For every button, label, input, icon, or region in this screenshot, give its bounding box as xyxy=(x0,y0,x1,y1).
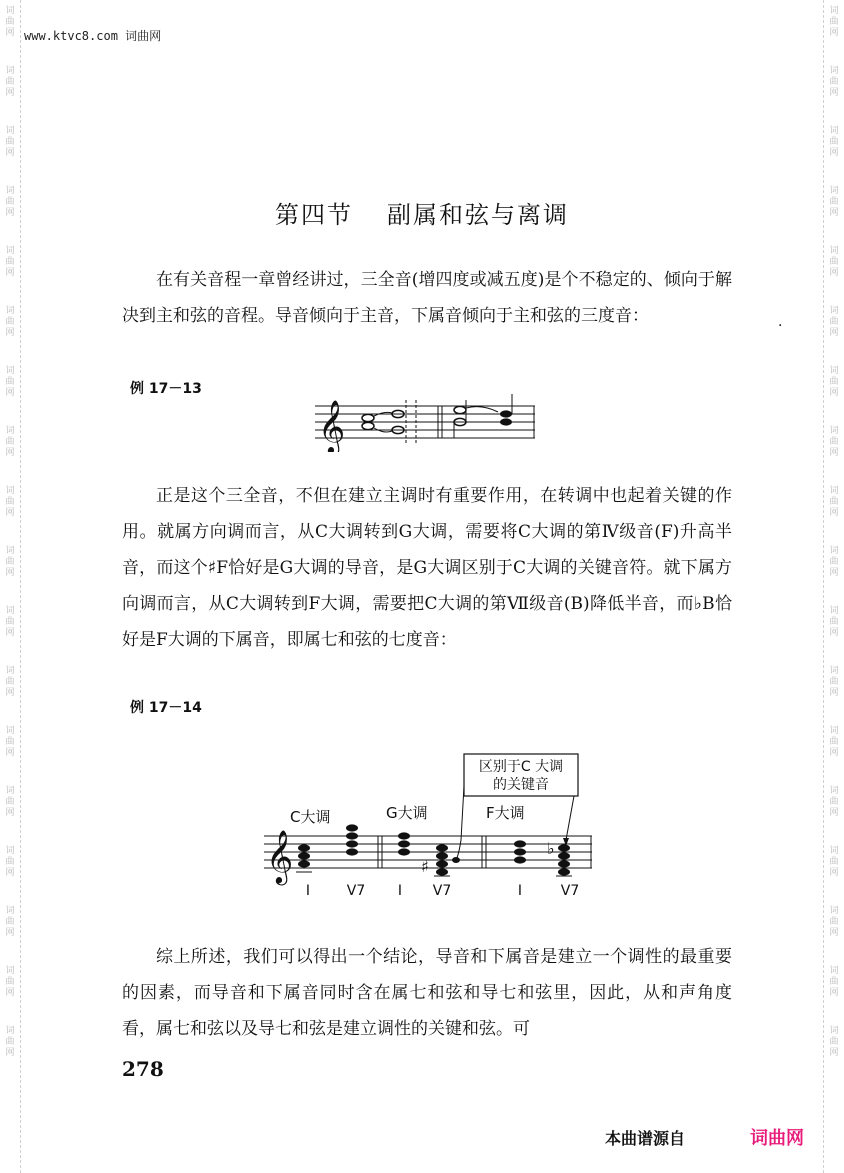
watermark-glyph: 词 xyxy=(829,726,839,736)
watermark-glyph: 词 xyxy=(829,366,839,376)
watermark-group xyxy=(5,306,14,339)
watermark-glyph: 曲 xyxy=(829,977,839,987)
key-label-c: C大调 xyxy=(290,808,331,826)
watermark-glyph: 网 xyxy=(5,148,15,158)
watermark-glyph: 词 xyxy=(5,786,15,796)
annotation-arrow-right xyxy=(566,796,574,840)
watermark-glyph: 网 xyxy=(5,688,15,698)
example-label-1: 例 17－13 xyxy=(130,381,202,397)
watermark-glyph: 网 xyxy=(5,868,15,878)
paragraph-2: 正是这个三全音，不但在建立主调时有重要作用，在转调中也起着关键的作用。就属方向调而言，从C大调转到G大调，需要将C大调的第Ⅳ级音(F)升高半音，而这个♯F恰好是G大调的导音，是G大调区别于C大调的关键音符。就下属方向调而言，从C大调转到F大调，需要把C大调的第Ⅶ级音(B)降低半音，而♭B恰好是F大调的下属音，即属七和弦的七度音： xyxy=(122,486,732,650)
watermark-glyph: 网 xyxy=(829,268,839,278)
footer-source: 本曲谱源自 xyxy=(605,1129,686,1148)
key-label-g: G大调 xyxy=(386,804,428,822)
watermark-group xyxy=(5,246,14,279)
paragraph-1: 在有关音程一章曾经讲过，三全音(增四度或减五度)是个不稳定的、倾向于解决到主和弦的音程。导音倾向于主音，下属音倾向于主和弦的三度音： xyxy=(122,270,732,326)
watermark-glyph: 网 xyxy=(829,688,839,698)
key-label-f: F大调 xyxy=(486,804,525,822)
annotation-line-2: 的关键音 xyxy=(493,777,549,793)
watermark-glyph: 网 xyxy=(5,748,15,758)
watermark-glyph: 曲 xyxy=(829,137,839,147)
watermark-glyph: 词 xyxy=(5,966,15,976)
watermark-glyph: 网 xyxy=(829,388,839,398)
watermark-glyph: 网 xyxy=(5,808,15,818)
sharp-icon: ♯ xyxy=(421,857,429,876)
watermark-group xyxy=(829,786,838,819)
watermark-glyph: 曲 xyxy=(5,617,15,627)
watermark-group xyxy=(829,126,838,159)
watermark-glyph: 网 xyxy=(829,868,839,878)
watermark-group xyxy=(5,966,14,999)
watermark-group xyxy=(829,846,838,879)
watermark-group xyxy=(5,846,14,879)
watermark-glyph: 网 xyxy=(829,148,839,158)
section-number: 第四节 xyxy=(275,201,353,229)
watermark-glyph: 网 xyxy=(5,328,15,338)
watermark-glyph: 曲 xyxy=(5,437,15,447)
watermark-glyph: 词 xyxy=(829,546,839,556)
watermark-glyph: 曲 xyxy=(5,317,15,327)
footer-brand: 词曲网 xyxy=(750,1128,804,1149)
roman-numeral: I xyxy=(517,883,523,899)
watermark-group xyxy=(5,126,14,159)
watermark-glyph: 词 xyxy=(829,666,839,676)
flat-icon: ♭ xyxy=(547,839,555,858)
watermark-glyph: 词 xyxy=(829,906,839,916)
watermark-glyph: 曲 xyxy=(5,977,15,987)
watermark-glyph: 曲 xyxy=(829,317,839,327)
watermark-glyph: 网 xyxy=(829,88,839,98)
watermark-group xyxy=(5,426,14,459)
watermark-glyph: 网 xyxy=(829,28,839,38)
watermark-glyph: 词 xyxy=(829,246,839,256)
watermark-glyph: 词 xyxy=(829,786,839,796)
roman-numeral: V7 xyxy=(560,883,580,899)
watermark-glyph: 词 xyxy=(5,666,15,676)
left-watermark-strip xyxy=(0,0,21,1173)
watermark-group xyxy=(829,726,838,759)
watermark-glyph: 曲 xyxy=(5,197,15,207)
watermark-group xyxy=(5,66,14,99)
watermark-glyph: 词 xyxy=(5,66,15,76)
watermark-glyph: 曲 xyxy=(829,617,839,627)
watermark-glyph: 曲 xyxy=(5,1037,15,1047)
watermark-group xyxy=(829,486,838,519)
watermark-glyph: 网 xyxy=(5,88,15,98)
watermark-glyph: 网 xyxy=(829,748,839,758)
annotation-line-1: 区别于C 大调 xyxy=(478,759,564,775)
music-example-17-14 xyxy=(258,750,598,900)
watermark-glyph: 词 xyxy=(5,906,15,916)
watermark-glyph: 词 xyxy=(5,306,15,316)
watermark-group xyxy=(829,366,838,399)
watermark-glyph: 曲 xyxy=(829,197,839,207)
page-number: 278 xyxy=(122,1057,164,1081)
annotation-arrow-left xyxy=(454,786,464,862)
watermark-glyph: 词 xyxy=(5,1026,15,1036)
watermark-group xyxy=(829,606,838,639)
watermark-glyph: 词 xyxy=(5,546,15,556)
watermark-group xyxy=(829,1026,838,1059)
watermark-glyph: 网 xyxy=(5,268,15,278)
watermark-glyph: 曲 xyxy=(829,77,839,87)
watermark-glyph: 词 xyxy=(5,6,15,16)
watermark-glyph: 曲 xyxy=(5,677,15,687)
watermark-glyph: 词 xyxy=(829,606,839,616)
watermark-glyph: 网 xyxy=(829,928,839,938)
watermark-glyph: 网 xyxy=(5,448,15,458)
watermark-glyph: 词 xyxy=(5,366,15,376)
watermark-group xyxy=(5,1026,14,1059)
watermark-glyph: 网 xyxy=(5,388,15,398)
watermark-glyph: 网 xyxy=(829,1048,839,1058)
roman-numeral: V7 xyxy=(432,883,452,899)
watermark-glyph: 词 xyxy=(829,486,839,496)
watermark-glyph: 曲 xyxy=(829,437,839,447)
watermark-glyph: 曲 xyxy=(829,557,839,567)
watermark-group xyxy=(5,726,14,759)
watermark-glyph: 曲 xyxy=(829,737,839,747)
watermark-glyph: 词 xyxy=(829,966,839,976)
treble-clef-icon: 𝄞 xyxy=(266,829,294,883)
roman-numeral: V7 xyxy=(346,883,366,899)
watermark-glyph: 词 xyxy=(829,426,839,436)
watermark-group xyxy=(5,786,14,819)
paragraph-3: 综上所述，我们可以得出一个结论，导音和下属音是建立一个调性的最重要的因素，而导音和下属音同时含在属七和弦和导七和弦里，因此，从和声角度看，属七和弦以及导七和弦是建立调性的关键和弦。可 xyxy=(122,947,732,1039)
watermark-glyph: 曲 xyxy=(5,377,15,387)
watermark-glyph: 网 xyxy=(5,988,15,998)
watermark-glyph: 网 xyxy=(829,448,839,458)
watermark-glyph: 网 xyxy=(829,808,839,818)
watermark-glyph: 词 xyxy=(829,306,839,316)
watermark-group xyxy=(829,246,838,279)
watermark-glyph: 曲 xyxy=(829,1037,839,1047)
watermark-glyph: 网 xyxy=(5,928,15,938)
watermark-glyph: 曲 xyxy=(829,257,839,267)
watermark-glyph: 曲 xyxy=(5,917,15,927)
roman-numeral: I xyxy=(397,883,403,899)
watermark-glyph: 曲 xyxy=(5,257,15,267)
stray-mark: · xyxy=(778,318,783,334)
watermark-glyph: 词 xyxy=(5,726,15,736)
roman-numeral: I xyxy=(305,883,311,899)
watermark-group xyxy=(829,966,838,999)
watermark-glyph: 网 xyxy=(5,208,15,218)
watermark-group xyxy=(5,6,14,39)
watermark-glyph: 曲 xyxy=(829,677,839,687)
watermark-glyph: 网 xyxy=(5,28,15,38)
watermark-glyph: 词 xyxy=(5,486,15,496)
watermark-glyph: 词 xyxy=(5,426,15,436)
watermark-glyph: 曲 xyxy=(5,137,15,147)
section-topic: 副属和弦与离调 xyxy=(387,201,569,229)
watermark-glyph: 词 xyxy=(5,186,15,196)
treble-clef-icon: 𝄞 xyxy=(318,399,346,452)
watermark-glyph: 曲 xyxy=(5,557,15,567)
watermark-group xyxy=(829,426,838,459)
watermark-glyph: 网 xyxy=(5,508,15,518)
watermark-glyph: 词 xyxy=(5,606,15,616)
watermark-glyph: 网 xyxy=(5,568,15,578)
watermark-group xyxy=(5,606,14,639)
watermark-glyph: 词 xyxy=(5,846,15,856)
watermark-glyph: 词 xyxy=(829,846,839,856)
watermark-glyph: 网 xyxy=(829,328,839,338)
watermark-glyph: 网 xyxy=(5,1048,15,1058)
watermark-glyph: 曲 xyxy=(5,797,15,807)
watermark-group xyxy=(5,486,14,519)
watermark-glyph: 曲 xyxy=(5,77,15,87)
music-example-17-13 xyxy=(310,392,540,452)
watermark-group xyxy=(829,666,838,699)
watermark-group xyxy=(829,6,838,39)
watermark-glyph: 曲 xyxy=(829,797,839,807)
watermark-glyph: 词 xyxy=(829,186,839,196)
watermark-group xyxy=(5,366,14,399)
watermark-glyph: 曲 xyxy=(5,857,15,867)
watermark-glyph: 曲 xyxy=(829,17,839,27)
example-label-2: 例 17－14 xyxy=(130,700,202,716)
watermark-group xyxy=(5,546,14,579)
right-watermark-strip xyxy=(823,0,844,1173)
section-title xyxy=(0,195,844,230)
site-url-header: www.ktvc8.com 词曲网 xyxy=(24,29,162,43)
watermark-group xyxy=(829,306,838,339)
watermark-glyph: 网 xyxy=(829,628,839,638)
watermark-glyph: 曲 xyxy=(829,857,839,867)
watermark-glyph: 曲 xyxy=(5,497,15,507)
watermark-glyph: 曲 xyxy=(829,917,839,927)
watermark-glyph: 曲 xyxy=(829,377,839,387)
watermark-group xyxy=(829,546,838,579)
watermark-glyph: 词 xyxy=(829,126,839,136)
watermark-glyph: 网 xyxy=(829,508,839,518)
watermark-glyph: 曲 xyxy=(829,497,839,507)
watermark-group xyxy=(5,666,14,699)
watermark-glyph: 词 xyxy=(829,6,839,16)
watermark-group xyxy=(5,906,14,939)
watermark-glyph: 网 xyxy=(829,568,839,578)
watermark-group xyxy=(829,66,838,99)
watermark-glyph: 网 xyxy=(829,208,839,218)
watermark-glyph: 词 xyxy=(829,1026,839,1036)
watermark-glyph: 网 xyxy=(5,628,15,638)
watermark-glyph: 曲 xyxy=(5,737,15,747)
watermark-glyph: 词 xyxy=(829,66,839,76)
watermark-glyph: 词 xyxy=(5,246,15,256)
watermark-group xyxy=(829,906,838,939)
watermark-glyph: 网 xyxy=(829,988,839,998)
watermark-glyph: 词 xyxy=(5,126,15,136)
watermark-glyph: 曲 xyxy=(5,17,15,27)
